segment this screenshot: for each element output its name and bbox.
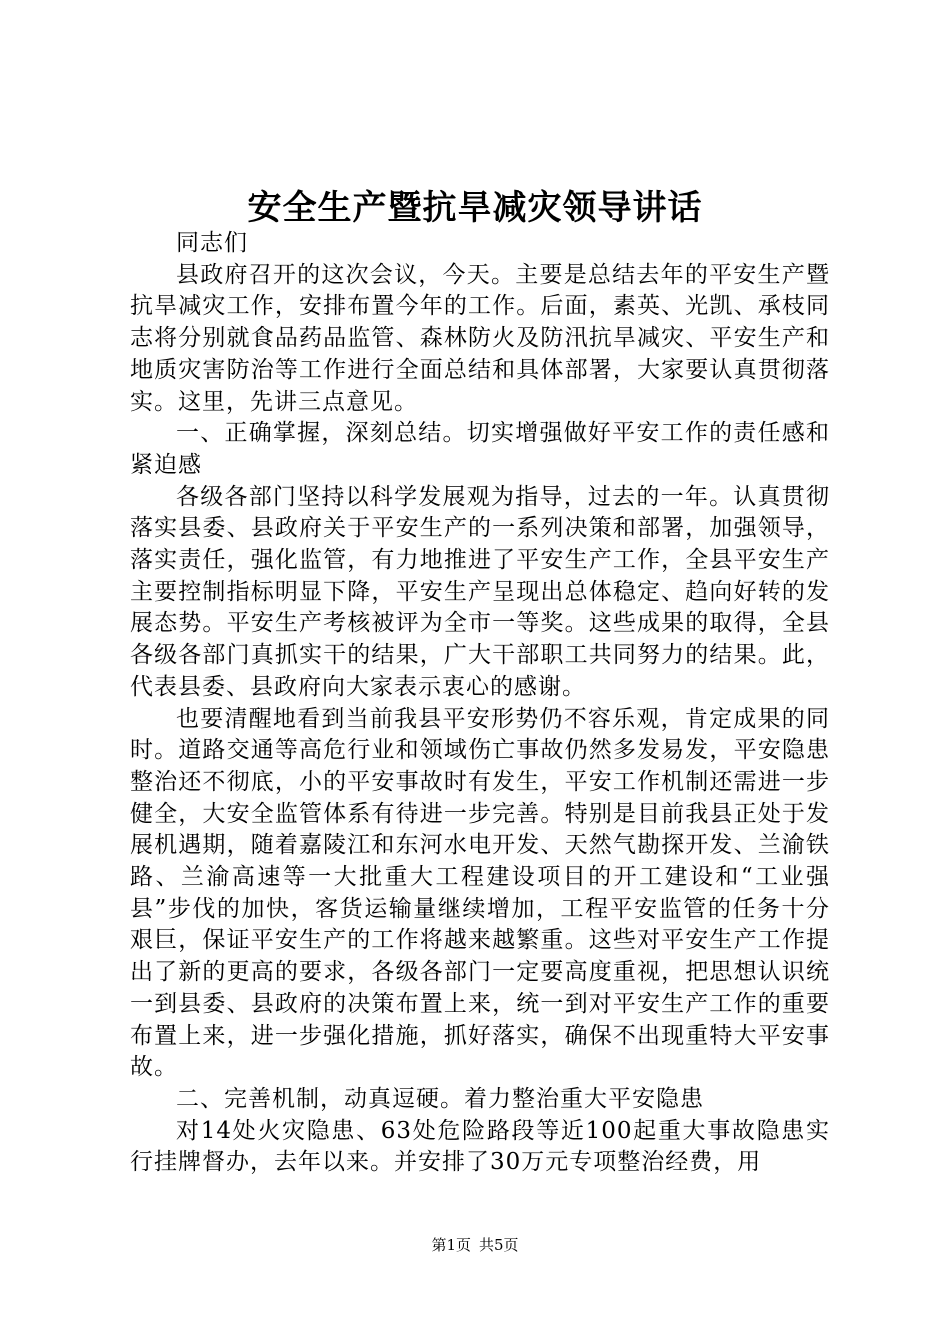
section-heading-2: 二、完善机制，动真逗硬。着力整治重大平安隐患 — [176, 1085, 704, 1112]
body-paragraph: 也要清醒地看到当前我县平安形势仍不容乐观，肯定成果的同时。道路交通等高危行业和领域伤亡事故仍然多发易发，平安隐患整治还不彻底，小的平安事故时有发生，平安工作机制还需进一步健全，大安全监管体系有待进一步完善。特别是目前我县正处于发展机遇期，随着嘉陵江和东河水电开发、天然气勘探开发、兰渝铁路、兰渝高速等一大批重大工程建设项目的开工建设和“工业强县”步伐的加快，客货运输量继续增加，工程平安监管的任务十分艰巨，保证平安生产的工作将越来越繁重。这些对平安生产工作提出了新的更高的要求，各级各部门一定要高度重视，把思想认识统一到县委、县政府的决策布置上来，统一到对平安生产工作的重要布置上来，进一步强化措施，抓好落实，确保不出现重特大平安事故。 — [130, 705, 830, 1081]
document-body — [130, 228, 830, 1179]
body-paragraph: 对14处火灾隐患、63处危险路段等近100起重大事故隐患实行挂牌督办，去年以来。并安排了30万元专项整治经费，用 — [130, 1117, 830, 1176]
page-footer — [0, 1235, 950, 1255]
section-heading-1: 一、正确掌握，深刻总结。切实增强做好平安工作的责任感和紧迫感 — [130, 420, 830, 478]
total-pages: 共5页 — [479, 1236, 519, 1254]
salutation-paragraph: 同志们 — [176, 230, 248, 256]
page-number: 第1页 — [431, 1236, 471, 1254]
intro-paragraph: 县政府召开的这次会议，今天。主要是总结去年的平安生产暨抗旱减灾工作，安排布置今年的工作。后面，素英、光凯、承枝同志将分别就食品药品监管、森林防火及防汛抗旱减灾、平安生产和地质灾害防治等工作进行全面总结和具体部署，大家要认真贯彻落实。这里，先讲三点意见。 — [130, 261, 830, 415]
body-paragraph: 各级各部门坚持以科学发展观为指导，过去的一年。认真贯彻落实县委、县政府关于平安生产的一系列决策和部署，加强领导，落实责任，强化监管，有力地推进了平安生产工作，全县平安生产主要控制指标明显下降，平安生产呈现出总体稳定、趋向好转的发展态势。平安生产考核被评为全市一等奖。这些成果的取得，全县各级各部门真抓实干的结果，广大干部职工共同努力的结果。此，代表县委、县政府向大家表示衷心的感谢。 — [130, 483, 830, 700]
document-title: 安全生产暨抗旱减灾领导讲话 — [247, 188, 703, 228]
